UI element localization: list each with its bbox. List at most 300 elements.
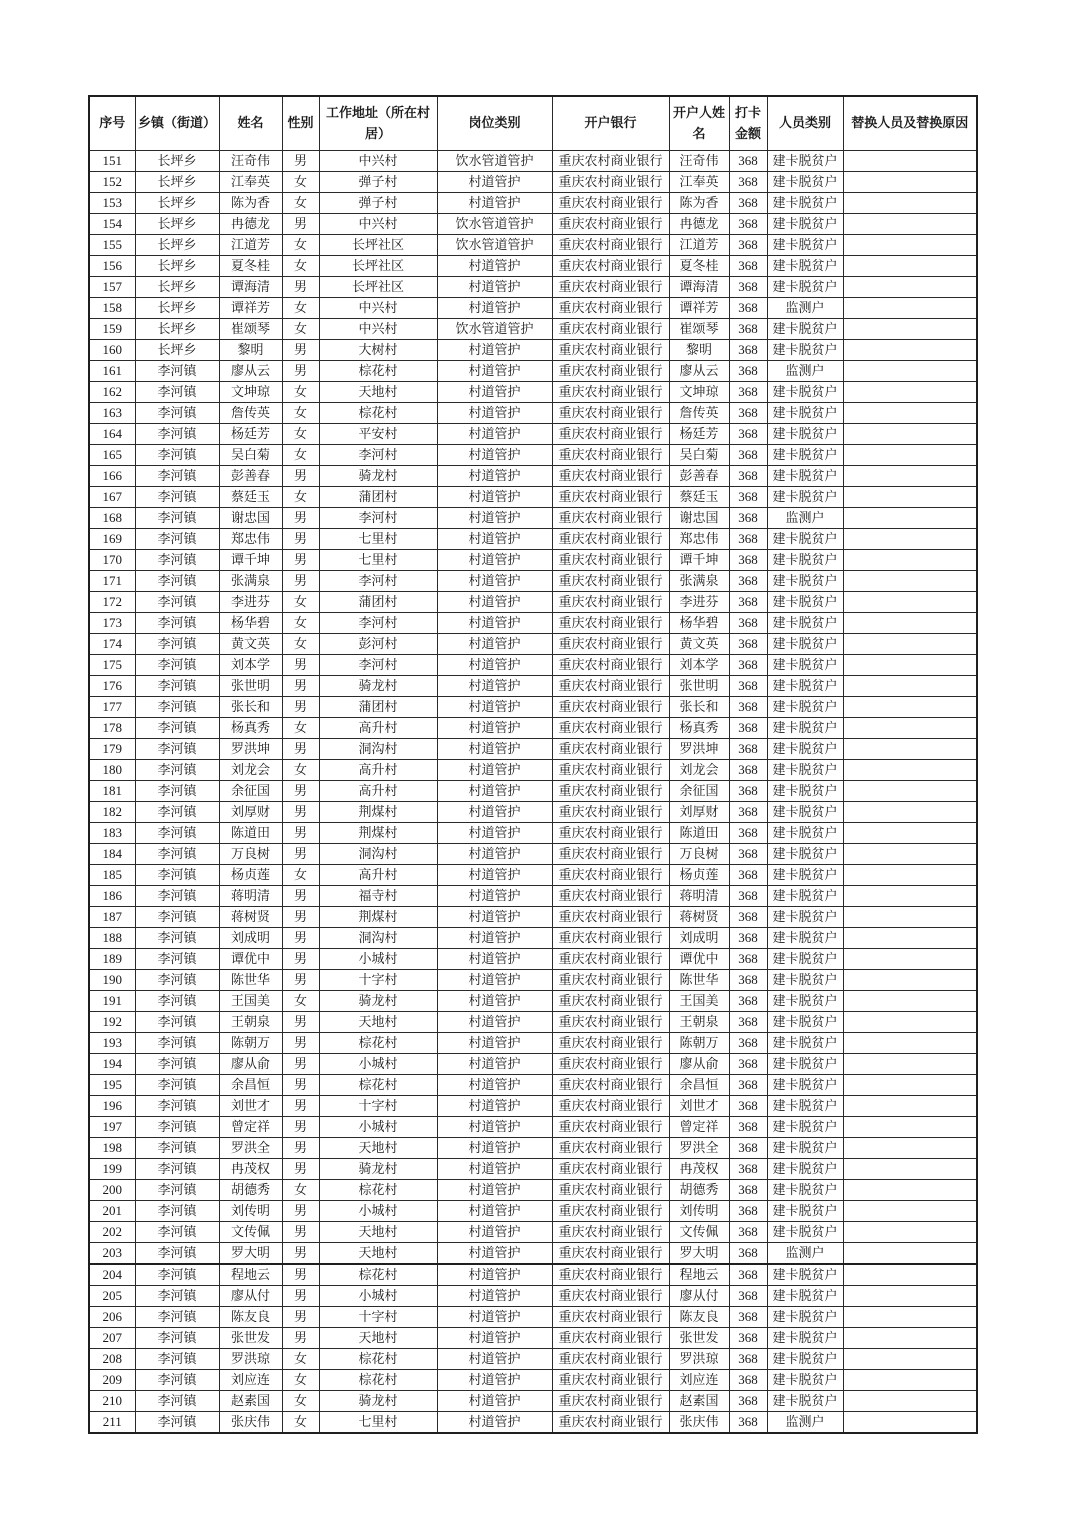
cell-village: 洞沟村 <box>319 928 437 949</box>
cell-name: 崔颂琴 <box>219 319 282 340</box>
cell-seq: 164 <box>89 424 135 445</box>
cell-seq: 195 <box>89 1075 135 1096</box>
cell-seq: 189 <box>89 949 135 970</box>
cell-category: 建卡脱贫户 <box>767 571 843 592</box>
cell-name: 刘应连 <box>219 1370 282 1391</box>
cell-township: 李河镇 <box>135 1117 219 1138</box>
cell-replacement <box>843 1075 977 1096</box>
cell-seq: 211 <box>89 1412 135 1434</box>
cell-seq: 157 <box>89 277 135 298</box>
cell-bank: 重庆农村商业银行 <box>552 256 669 277</box>
cell-bank: 重庆农村商业银行 <box>552 466 669 487</box>
table-row <box>89 928 977 949</box>
table-row <box>89 1075 977 1096</box>
cell-name: 陈为香 <box>219 193 282 214</box>
cell-account-name: 谭优中 <box>669 949 729 970</box>
cell-gender: 女 <box>282 382 319 403</box>
cell-township: 李河镇 <box>135 508 219 529</box>
cell-category: 建卡脱贫户 <box>767 760 843 781</box>
cell-account-name: 江道芳 <box>669 235 729 256</box>
table-row <box>89 718 977 739</box>
cell-account-name: 夏冬桂 <box>669 256 729 277</box>
cell-post: 村道管护 <box>437 844 552 865</box>
cell-category: 建卡脱贫户 <box>767 172 843 193</box>
table-row <box>89 466 977 487</box>
cell-village: 天地村 <box>319 1222 437 1243</box>
cell-category: 监测户 <box>767 1412 843 1434</box>
cell-township: 李河镇 <box>135 1012 219 1033</box>
cell-replacement <box>843 340 977 361</box>
cell-bank: 重庆农村商业银行 <box>552 1075 669 1096</box>
cell-bank: 重庆农村商业银行 <box>552 319 669 340</box>
cell-seq: 181 <box>89 781 135 802</box>
cell-category: 监测户 <box>767 1243 843 1265</box>
cell-account-name: 张庆伟 <box>669 1412 729 1434</box>
table-row <box>89 424 977 445</box>
cell-village: 彭河村 <box>319 634 437 655</box>
cell-seq: 167 <box>89 487 135 508</box>
cell-account-name: 廖从云 <box>669 361 729 382</box>
cell-post: 村道管护 <box>437 277 552 298</box>
table-row <box>89 991 977 1012</box>
cell-village: 李河村 <box>319 571 437 592</box>
cell-account-name: 胡德秀 <box>669 1180 729 1201</box>
cell-gender: 男 <box>282 466 319 487</box>
cell-name: 冉茂权 <box>219 1159 282 1180</box>
table-row <box>89 1412 977 1434</box>
cell-gender: 女 <box>282 319 319 340</box>
cell-seq: 161 <box>89 361 135 382</box>
cell-amount: 368 <box>729 487 767 508</box>
table-row <box>89 361 977 382</box>
cell-gender: 男 <box>282 781 319 802</box>
table-row <box>89 487 977 508</box>
cell-name: 万良树 <box>219 844 282 865</box>
cell-amount: 368 <box>729 1159 767 1180</box>
cell-gender: 男 <box>282 1264 319 1286</box>
cell-bank: 重庆农村商业银行 <box>552 550 669 571</box>
cell-bank: 重庆农村商业银行 <box>552 1328 669 1349</box>
cell-village: 骑龙村 <box>319 676 437 697</box>
table-row <box>89 613 977 634</box>
table-row <box>89 151 977 172</box>
cell-replacement <box>843 718 977 739</box>
cell-amount: 368 <box>729 634 767 655</box>
cell-seq: 200 <box>89 1180 135 1201</box>
cell-post: 村道管护 <box>437 1033 552 1054</box>
cell-bank: 重庆农村商业银行 <box>552 361 669 382</box>
cell-gender: 男 <box>282 676 319 697</box>
cell-replacement <box>843 781 977 802</box>
cell-gender: 男 <box>282 844 319 865</box>
table-row <box>89 844 977 865</box>
cell-township: 李河镇 <box>135 1370 219 1391</box>
cell-name: 郑忠伟 <box>219 529 282 550</box>
cell-bank: 重庆农村商业银行 <box>552 823 669 844</box>
cell-category: 建卡脱贫户 <box>767 193 843 214</box>
cell-amount: 368 <box>729 655 767 676</box>
cell-category: 建卡脱贫户 <box>767 781 843 802</box>
cell-post: 村道管护 <box>437 571 552 592</box>
cell-name: 谭优中 <box>219 949 282 970</box>
cell-category: 建卡脱贫户 <box>767 592 843 613</box>
cell-category: 建卡脱贫户 <box>767 1054 843 1075</box>
cell-account-name: 张世发 <box>669 1328 729 1349</box>
cell-village: 天地村 <box>319 1012 437 1033</box>
cell-name: 刘传明 <box>219 1201 282 1222</box>
table-row <box>89 823 977 844</box>
cell-seq: 171 <box>89 571 135 592</box>
cell-bank: 重庆农村商业银行 <box>552 172 669 193</box>
cell-replacement <box>843 802 977 823</box>
cell-gender: 男 <box>282 970 319 991</box>
cell-name: 陈朝万 <box>219 1033 282 1054</box>
cell-amount: 368 <box>729 172 767 193</box>
cell-name: 文传佩 <box>219 1222 282 1243</box>
cell-seq: 199 <box>89 1159 135 1180</box>
cell-post: 村道管护 <box>437 991 552 1012</box>
cell-category: 建卡脱贫户 <box>767 466 843 487</box>
cell-gender: 女 <box>282 424 319 445</box>
cell-amount: 368 <box>729 256 767 277</box>
cell-account-name: 赵素国 <box>669 1391 729 1412</box>
cell-category: 建卡脱贫户 <box>767 907 843 928</box>
cell-township: 李河镇 <box>135 1222 219 1243</box>
cell-category: 建卡脱贫户 <box>767 256 843 277</box>
cell-post: 村道管护 <box>437 1412 552 1434</box>
cell-township: 李河镇 <box>135 1286 219 1307</box>
cell-category: 建卡脱贫户 <box>767 550 843 571</box>
cell-post: 村道管护 <box>437 340 552 361</box>
table-row <box>89 550 977 571</box>
cell-township: 李河镇 <box>135 802 219 823</box>
table-row <box>89 1243 977 1265</box>
cell-township: 李河镇 <box>135 466 219 487</box>
cell-name: 蒋树贤 <box>219 907 282 928</box>
cell-township: 李河镇 <box>135 949 219 970</box>
cell-category: 建卡脱贫户 <box>767 718 843 739</box>
cell-name: 廖从俞 <box>219 1054 282 1075</box>
cell-bank: 重庆农村商业银行 <box>552 1180 669 1201</box>
cell-name: 刘厚财 <box>219 802 282 823</box>
cell-account-name: 郑忠伟 <box>669 529 729 550</box>
cell-replacement <box>843 298 977 319</box>
cell-bank: 重庆农村商业银行 <box>552 1201 669 1222</box>
cell-post: 村道管护 <box>437 823 552 844</box>
table-row <box>89 907 977 928</box>
cell-amount: 368 <box>729 991 767 1012</box>
cell-account-name: 刘世才 <box>669 1096 729 1117</box>
cell-account-name: 谭千坤 <box>669 550 729 571</box>
cell-post: 村道管护 <box>437 403 552 424</box>
cell-township: 李河镇 <box>135 970 219 991</box>
cell-post: 村道管护 <box>437 676 552 697</box>
cell-replacement <box>843 1054 977 1075</box>
cell-seq: 182 <box>89 802 135 823</box>
cell-seq: 169 <box>89 529 135 550</box>
cell-bank: 重庆农村商业银行 <box>552 991 669 1012</box>
cell-township: 李河镇 <box>135 1201 219 1222</box>
cell-township: 李河镇 <box>135 697 219 718</box>
cell-seq: 207 <box>89 1328 135 1349</box>
cell-village: 蒲团村 <box>319 487 437 508</box>
cell-post: 村道管护 <box>437 550 552 571</box>
table-row <box>89 592 977 613</box>
cell-bank: 重庆农村商业银行 <box>552 340 669 361</box>
cell-village: 小城村 <box>319 949 437 970</box>
cell-gender: 男 <box>282 1054 319 1075</box>
cell-township: 李河镇 <box>135 487 219 508</box>
cell-post: 村道管护 <box>437 1138 552 1159</box>
cell-bank: 重庆农村商业银行 <box>552 1286 669 1307</box>
table-row <box>89 676 977 697</box>
cell-post: 村道管护 <box>437 1054 552 1075</box>
cell-bank: 重庆农村商业银行 <box>552 718 669 739</box>
cell-seq: 163 <box>89 403 135 424</box>
cell-gender: 女 <box>282 193 319 214</box>
cell-bank: 重庆农村商业银行 <box>552 739 669 760</box>
cell-post: 村道管护 <box>437 508 552 529</box>
cell-gender: 男 <box>282 1222 319 1243</box>
cell-bank: 重庆农村商业银行 <box>552 907 669 928</box>
header-row <box>89 96 977 151</box>
cell-replacement <box>843 592 977 613</box>
cell-post: 村道管护 <box>437 382 552 403</box>
cell-village: 骑龙村 <box>319 466 437 487</box>
cell-township: 李河镇 <box>135 991 219 1012</box>
cell-category: 建卡脱贫户 <box>767 865 843 886</box>
cell-amount: 368 <box>729 928 767 949</box>
cell-gender: 女 <box>282 256 319 277</box>
cell-gender: 女 <box>282 1180 319 1201</box>
cell-amount: 368 <box>729 1117 767 1138</box>
cell-amount: 368 <box>729 1180 767 1201</box>
cell-bank: 重庆农村商业银行 <box>552 445 669 466</box>
cell-replacement <box>843 151 977 172</box>
cell-seq: 156 <box>89 256 135 277</box>
cell-name: 黄文英 <box>219 634 282 655</box>
cell-post: 村道管护 <box>437 445 552 466</box>
cell-account-name: 罗洪坤 <box>669 739 729 760</box>
cell-name: 江奉英 <box>219 172 282 193</box>
table-row <box>89 802 977 823</box>
cell-seq: 205 <box>89 1286 135 1307</box>
cell-bank: 重庆农村商业银行 <box>552 1159 669 1180</box>
cell-account-name: 谭祥芳 <box>669 298 729 319</box>
cell-replacement <box>843 172 977 193</box>
cell-gender: 女 <box>282 613 319 634</box>
cell-township: 李河镇 <box>135 1328 219 1349</box>
cell-gender: 男 <box>282 907 319 928</box>
cell-amount: 368 <box>729 1243 767 1265</box>
cell-amount: 368 <box>729 739 767 760</box>
cell-name: 刘世才 <box>219 1096 282 1117</box>
cell-amount: 368 <box>729 550 767 571</box>
cell-bank: 重庆农村商业银行 <box>552 277 669 298</box>
cell-category: 建卡脱贫户 <box>767 403 843 424</box>
table-row <box>89 1117 977 1138</box>
cell-village: 棕花村 <box>319 1075 437 1096</box>
cell-name: 胡德秀 <box>219 1180 282 1201</box>
cell-amount: 368 <box>729 1033 767 1054</box>
cell-gender: 男 <box>282 1243 319 1265</box>
cell-bank: 重庆农村商业银行 <box>552 235 669 256</box>
cell-seq: 184 <box>89 844 135 865</box>
cell-category: 建卡脱贫户 <box>767 424 843 445</box>
cell-township: 李河镇 <box>135 907 219 928</box>
cell-replacement <box>843 256 977 277</box>
cell-category: 建卡脱贫户 <box>767 277 843 298</box>
cell-account-name: 蔡廷玉 <box>669 487 729 508</box>
cell-gender: 男 <box>282 340 319 361</box>
cell-gender: 女 <box>282 865 319 886</box>
header-account-name: 开户人姓名 <box>669 96 729 151</box>
cell-village: 平安村 <box>319 424 437 445</box>
cell-post: 饮水管道管护 <box>437 151 552 172</box>
cell-gender: 女 <box>282 445 319 466</box>
cell-township: 李河镇 <box>135 613 219 634</box>
cell-amount: 368 <box>729 592 767 613</box>
cell-bank: 重庆农村商业银行 <box>552 1096 669 1117</box>
table-row <box>89 340 977 361</box>
cell-amount: 368 <box>729 1370 767 1391</box>
cell-gender: 男 <box>282 949 319 970</box>
table-row <box>89 886 977 907</box>
cell-village: 天地村 <box>319 1138 437 1159</box>
cell-account-name: 廖从付 <box>669 1286 729 1307</box>
cell-replacement <box>843 823 977 844</box>
cell-category: 监测户 <box>767 508 843 529</box>
cell-village: 天地村 <box>319 1328 437 1349</box>
cell-village: 高升村 <box>319 781 437 802</box>
cell-category: 建卡脱贫户 <box>767 1222 843 1243</box>
table-row <box>89 1307 977 1328</box>
cell-seq: 174 <box>89 634 135 655</box>
cell-category: 建卡脱贫户 <box>767 151 843 172</box>
table-row <box>89 1328 977 1349</box>
cell-account-name: 彭善春 <box>669 466 729 487</box>
cell-amount: 368 <box>729 697 767 718</box>
cell-post: 村道管护 <box>437 760 552 781</box>
cell-name: 张庆伟 <box>219 1412 282 1434</box>
cell-name: 谭海清 <box>219 277 282 298</box>
cell-seq: 193 <box>89 1033 135 1054</box>
cell-replacement <box>843 1138 977 1159</box>
cell-post: 村道管护 <box>437 361 552 382</box>
cell-replacement <box>843 1391 977 1412</box>
cell-gender: 女 <box>282 760 319 781</box>
cell-account-name: 程地云 <box>669 1264 729 1286</box>
cell-township: 李河镇 <box>135 1033 219 1054</box>
cell-township: 李河镇 <box>135 1264 219 1286</box>
cell-replacement <box>843 508 977 529</box>
cell-amount: 368 <box>729 382 767 403</box>
cell-gender: 女 <box>282 1370 319 1391</box>
cell-gender: 男 <box>282 1012 319 1033</box>
header-post: 岗位类别 <box>437 96 552 151</box>
cell-replacement <box>843 634 977 655</box>
cell-account-name: 文传佩 <box>669 1222 729 1243</box>
table-row <box>89 1012 977 1033</box>
cell-name: 张世明 <box>219 676 282 697</box>
cell-account-name: 余征国 <box>669 781 729 802</box>
cell-seq: 154 <box>89 214 135 235</box>
cell-name: 刘成明 <box>219 928 282 949</box>
cell-bank: 重庆农村商业银行 <box>552 1307 669 1328</box>
cell-post: 村道管护 <box>437 886 552 907</box>
cell-township: 李河镇 <box>135 739 219 760</box>
cell-amount: 368 <box>729 277 767 298</box>
cell-amount: 368 <box>729 1328 767 1349</box>
header-replacement: 替换人员及替换原因 <box>843 96 977 151</box>
cell-amount: 368 <box>729 298 767 319</box>
cell-township: 李河镇 <box>135 571 219 592</box>
cell-name: 谢忠国 <box>219 508 282 529</box>
cell-post: 村道管护 <box>437 1391 552 1412</box>
cell-account-name: 杨廷芳 <box>669 424 729 445</box>
cell-village: 李河村 <box>319 655 437 676</box>
cell-village: 棕花村 <box>319 1349 437 1370</box>
cell-seq: 168 <box>89 508 135 529</box>
table-row <box>89 235 977 256</box>
cell-gender: 男 <box>282 571 319 592</box>
cell-post: 村道管护 <box>437 928 552 949</box>
table-row <box>89 1138 977 1159</box>
cell-township: 李河镇 <box>135 424 219 445</box>
cell-category: 建卡脱贫户 <box>767 697 843 718</box>
cell-seq: 210 <box>89 1391 135 1412</box>
cell-township: 长坪乡 <box>135 256 219 277</box>
cell-name: 彭善春 <box>219 466 282 487</box>
cell-bank: 重庆农村商业银行 <box>552 1243 669 1265</box>
cell-post: 村道管护 <box>437 613 552 634</box>
cell-category: 建卡脱贫户 <box>767 991 843 1012</box>
table-row <box>89 1033 977 1054</box>
cell-bank: 重庆农村商业银行 <box>552 1349 669 1370</box>
cell-category: 建卡脱贫户 <box>767 1264 843 1286</box>
cell-seq: 192 <box>89 1012 135 1033</box>
cell-township: 长坪乡 <box>135 151 219 172</box>
cell-bank: 重庆农村商业银行 <box>552 844 669 865</box>
cell-seq: 208 <box>89 1349 135 1370</box>
cell-bank: 重庆农村商业银行 <box>552 298 669 319</box>
table-row <box>89 445 977 466</box>
cell-name: 陈友良 <box>219 1307 282 1328</box>
cell-township: 李河镇 <box>135 1391 219 1412</box>
table-row <box>89 1054 977 1075</box>
cell-gender: 男 <box>282 1117 319 1138</box>
cell-replacement <box>843 739 977 760</box>
cell-bank: 重庆农村商业银行 <box>552 1117 669 1138</box>
cell-account-name: 陈朝万 <box>669 1033 729 1054</box>
cell-category: 建卡脱贫户 <box>767 970 843 991</box>
cell-replacement <box>843 1201 977 1222</box>
cell-name: 程地云 <box>219 1264 282 1286</box>
cell-seq: 159 <box>89 319 135 340</box>
cell-post: 村道管护 <box>437 1307 552 1328</box>
cell-township: 李河镇 <box>135 1096 219 1117</box>
cell-amount: 368 <box>729 403 767 424</box>
cell-bank: 重庆农村商业银行 <box>552 781 669 802</box>
cell-gender: 男 <box>282 550 319 571</box>
cell-village: 七里村 <box>319 1412 437 1434</box>
cell-amount: 368 <box>729 340 767 361</box>
cell-township: 长坪乡 <box>135 340 219 361</box>
cell-bank: 重庆农村商业银行 <box>552 760 669 781</box>
cell-township: 长坪乡 <box>135 235 219 256</box>
cell-category: 建卡脱贫户 <box>767 235 843 256</box>
cell-amount: 368 <box>729 802 767 823</box>
